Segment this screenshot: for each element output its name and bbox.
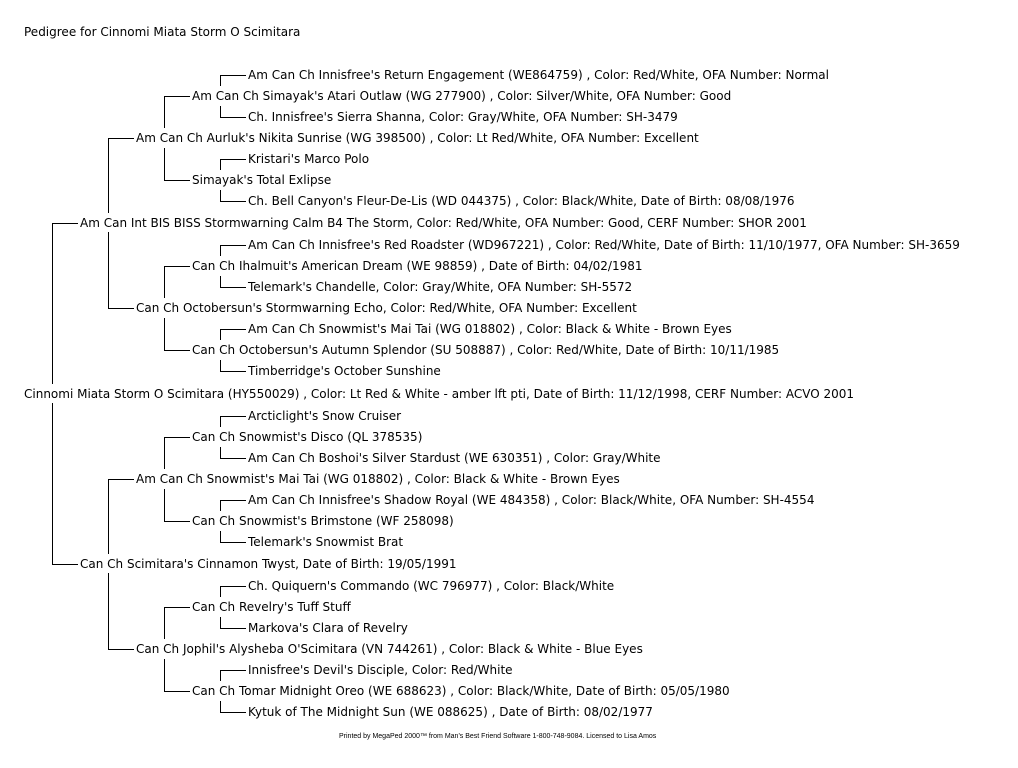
dam-sire-sire: Can Ch Snowmist's Disco (QL 378535): [192, 430, 423, 444]
sire-dam: Can Ch Octobersun's Stormwarning Echo, Color: Red/White, OFA Number: Excellent: [136, 301, 637, 315]
connector-line: [220, 586, 246, 587]
dam-sire-dam: Can Ch Snowmist's Brimstone (WF 258098): [192, 514, 454, 528]
connector-line: [220, 201, 246, 202]
connector-line: [220, 106, 221, 117]
sire-dam-sire-sire: Am Can Ch Innisfree's Red Roadster (WD967221) , Color: Red/White, Date of Birth: 11/10/1977, OFA Number: SH-3659: [248, 238, 960, 252]
print-footer: Printed by MegaPed 2000™ from Man's Best Friend Software 1-800-748-9084. Licensed to Lisa Amos: [339, 733, 657, 740]
connector-line: [52, 403, 53, 564]
connector-line: [220, 117, 246, 118]
connector-line: [220, 458, 246, 459]
connector-line: [164, 148, 165, 180]
connector-line: [164, 437, 190, 438]
connector-line: [164, 521, 190, 522]
pedigree-subject: Cinnomi Miata Storm O Scimitara (HY550029) , Color: Lt Red & White - amber lft pti, Date of Birth: 11/12/1998, CERF Number: ACVO 2001: [24, 387, 855, 401]
dam-dam-sire-dam: Markova's Clara of Revelry: [248, 621, 408, 635]
sire-dam-dam-dam: Timberridge's October Sunshine: [248, 364, 441, 378]
connector-line: [164, 437, 165, 469]
dam-sire-sire-sire: Arcticlight's Snow Cruiser: [248, 409, 402, 423]
connector-line: [220, 276, 221, 287]
connector-line: [220, 542, 246, 543]
connector-line: [220, 245, 221, 256]
dam-sire-sire-dam: Am Can Ch Boshoi's Silver Stardust (WE 630351) , Color: Gray/White: [248, 451, 661, 465]
dam: Can Ch Scimitara's Cinnamon Twyst, Date of Birth: 19/05/1991: [80, 557, 457, 571]
dam-dam-dam-sire: Innisfree's Devil's Disciple, Color: Red/White: [248, 663, 513, 677]
connector-line: [108, 232, 109, 308]
connector-line: [220, 670, 246, 671]
connector-line: [220, 159, 246, 160]
connector-line: [220, 628, 246, 629]
connector-line: [220, 712, 246, 713]
sire-sire-sire-sire: Am Can Ch Innisfree's Return Engagement (WE864759) , Color: Red/White, OFA Number: Normal: [248, 68, 829, 82]
connector-line: [220, 329, 221, 340]
connector-line: [220, 586, 221, 597]
sire-sire-sire: Am Can Ch Simayak's Atari Outlaw (WG 277900) , Color: Silver/White, OFA Number: Good: [192, 89, 732, 103]
connector-line: [220, 190, 221, 201]
connector-line: [220, 416, 246, 417]
connector-line: [108, 138, 109, 213]
sire-dam-dam: Can Ch Octobersun's Autumn Splendor (SU 508887) , Color: Red/White, Date of Birth: 10/11/1985: [192, 343, 780, 357]
dam-sire-dam-dam: Telemark's Snowmist Brat: [248, 535, 404, 549]
connector-line: [164, 180, 190, 181]
connector-line: [108, 649, 134, 650]
connector-line: [164, 266, 190, 267]
dam-sire-dam-sire: Am Can Ch Innisfree's Shadow Royal (WE 484358) , Color: Black/White, OFA Number: SH-4554: [248, 493, 815, 507]
dam-dam-dam-dam: Kytuk of The Midnight Sun (WE 088625) , Date of Birth: 08/02/1977: [248, 705, 653, 719]
connector-line: [164, 659, 165, 691]
connector-line: [164, 607, 190, 608]
connector-line: [108, 479, 134, 480]
sire-dam-sire-dam: Telemark's Chandelle, Color: Gray/White, OFA Number: SH-5572: [248, 280, 633, 294]
connector-line: [164, 607, 165, 639]
connector-line: [164, 96, 190, 97]
connector-line: [220, 287, 246, 288]
connector-line: [220, 670, 221, 681]
connector-line: [220, 617, 221, 628]
connector-line: [220, 245, 246, 246]
connector-line: [108, 308, 134, 309]
connector-line: [52, 223, 53, 384]
connector-line: [220, 329, 246, 330]
dam-sire: Am Can Ch Snowmist's Mai Tai (WG 018802) , Color: Black & White - Brown Eyes: [136, 472, 620, 486]
connector-line: [220, 159, 221, 170]
connector-line: [220, 447, 221, 458]
connector-line: [220, 360, 221, 371]
sire: Am Can Int BIS BISS Stormwarning Calm B4 The Storm, Color: Red/White, OFA Number: Good, CERF Number: SHOR 2001: [80, 216, 807, 230]
connector-line: [164, 266, 165, 298]
connector-line: [220, 75, 246, 76]
connector-line: [164, 318, 165, 350]
sire-sire-sire-dam: Ch. Innisfree's Sierra Shanna, Color: Gray/White, OFA Number: SH-3479: [248, 110, 678, 124]
connector-line: [220, 371, 246, 372]
connector-line: [164, 96, 165, 128]
sire-dam-sire: Can Ch Ihalmuit's American Dream (WE 98859) , Date of Birth: 04/02/1981: [192, 259, 643, 273]
connector-line: [52, 564, 78, 565]
connector-line: [220, 531, 221, 542]
sire-sire: Am Can Ch Aurluk's Nikita Sunrise (WG 398500) , Color: Lt Red/White, OFA Number: Excellent: [136, 131, 699, 145]
connector-line: [220, 500, 246, 501]
page-title: Pedigree for Cinnomi Miata Storm O Scimitara: [24, 25, 301, 39]
connector-line: [220, 701, 221, 712]
connector-line: [164, 489, 165, 521]
connector-line: [108, 479, 109, 554]
sire-sire-dam: Simayak's Total Exlipse: [192, 173, 332, 187]
connector-line: [164, 350, 190, 351]
connector-line: [220, 75, 221, 86]
connector-line: [108, 573, 109, 649]
sire-dam-dam-sire: Am Can Ch Snowmist's Mai Tai (WG 018802) , Color: Black & White - Brown Eyes: [248, 322, 732, 336]
connector-line: [220, 500, 221, 511]
sire-sire-dam-sire: Kristari's Marco Polo: [248, 152, 370, 166]
dam-dam-dam: Can Ch Tomar Midnight Oreo (WE 688623) , Color: Black/White, Date of Birth: 05/05/1980: [192, 684, 730, 698]
dam-dam-sire: Can Ch Revelry's Tuff Stuff: [192, 600, 351, 614]
connector-line: [52, 223, 78, 224]
sire-sire-dam-dam: Ch. Bell Canyon's Fleur-De-Lis (WD 044375) , Color: Black/White, Date of Birth: 08/08/1976: [248, 194, 795, 208]
dam-dam-sire-sire: Ch. Quiquern's Commando (WC 796977) , Color: Black/White: [248, 579, 615, 593]
connector-line: [164, 691, 190, 692]
dam-dam: Can Ch Jophil's Alysheba O'Scimitara (VN 744261) , Color: Black & White - Blue Eyes: [136, 642, 643, 656]
connector-line: [220, 416, 221, 427]
connector-line: [108, 138, 134, 139]
